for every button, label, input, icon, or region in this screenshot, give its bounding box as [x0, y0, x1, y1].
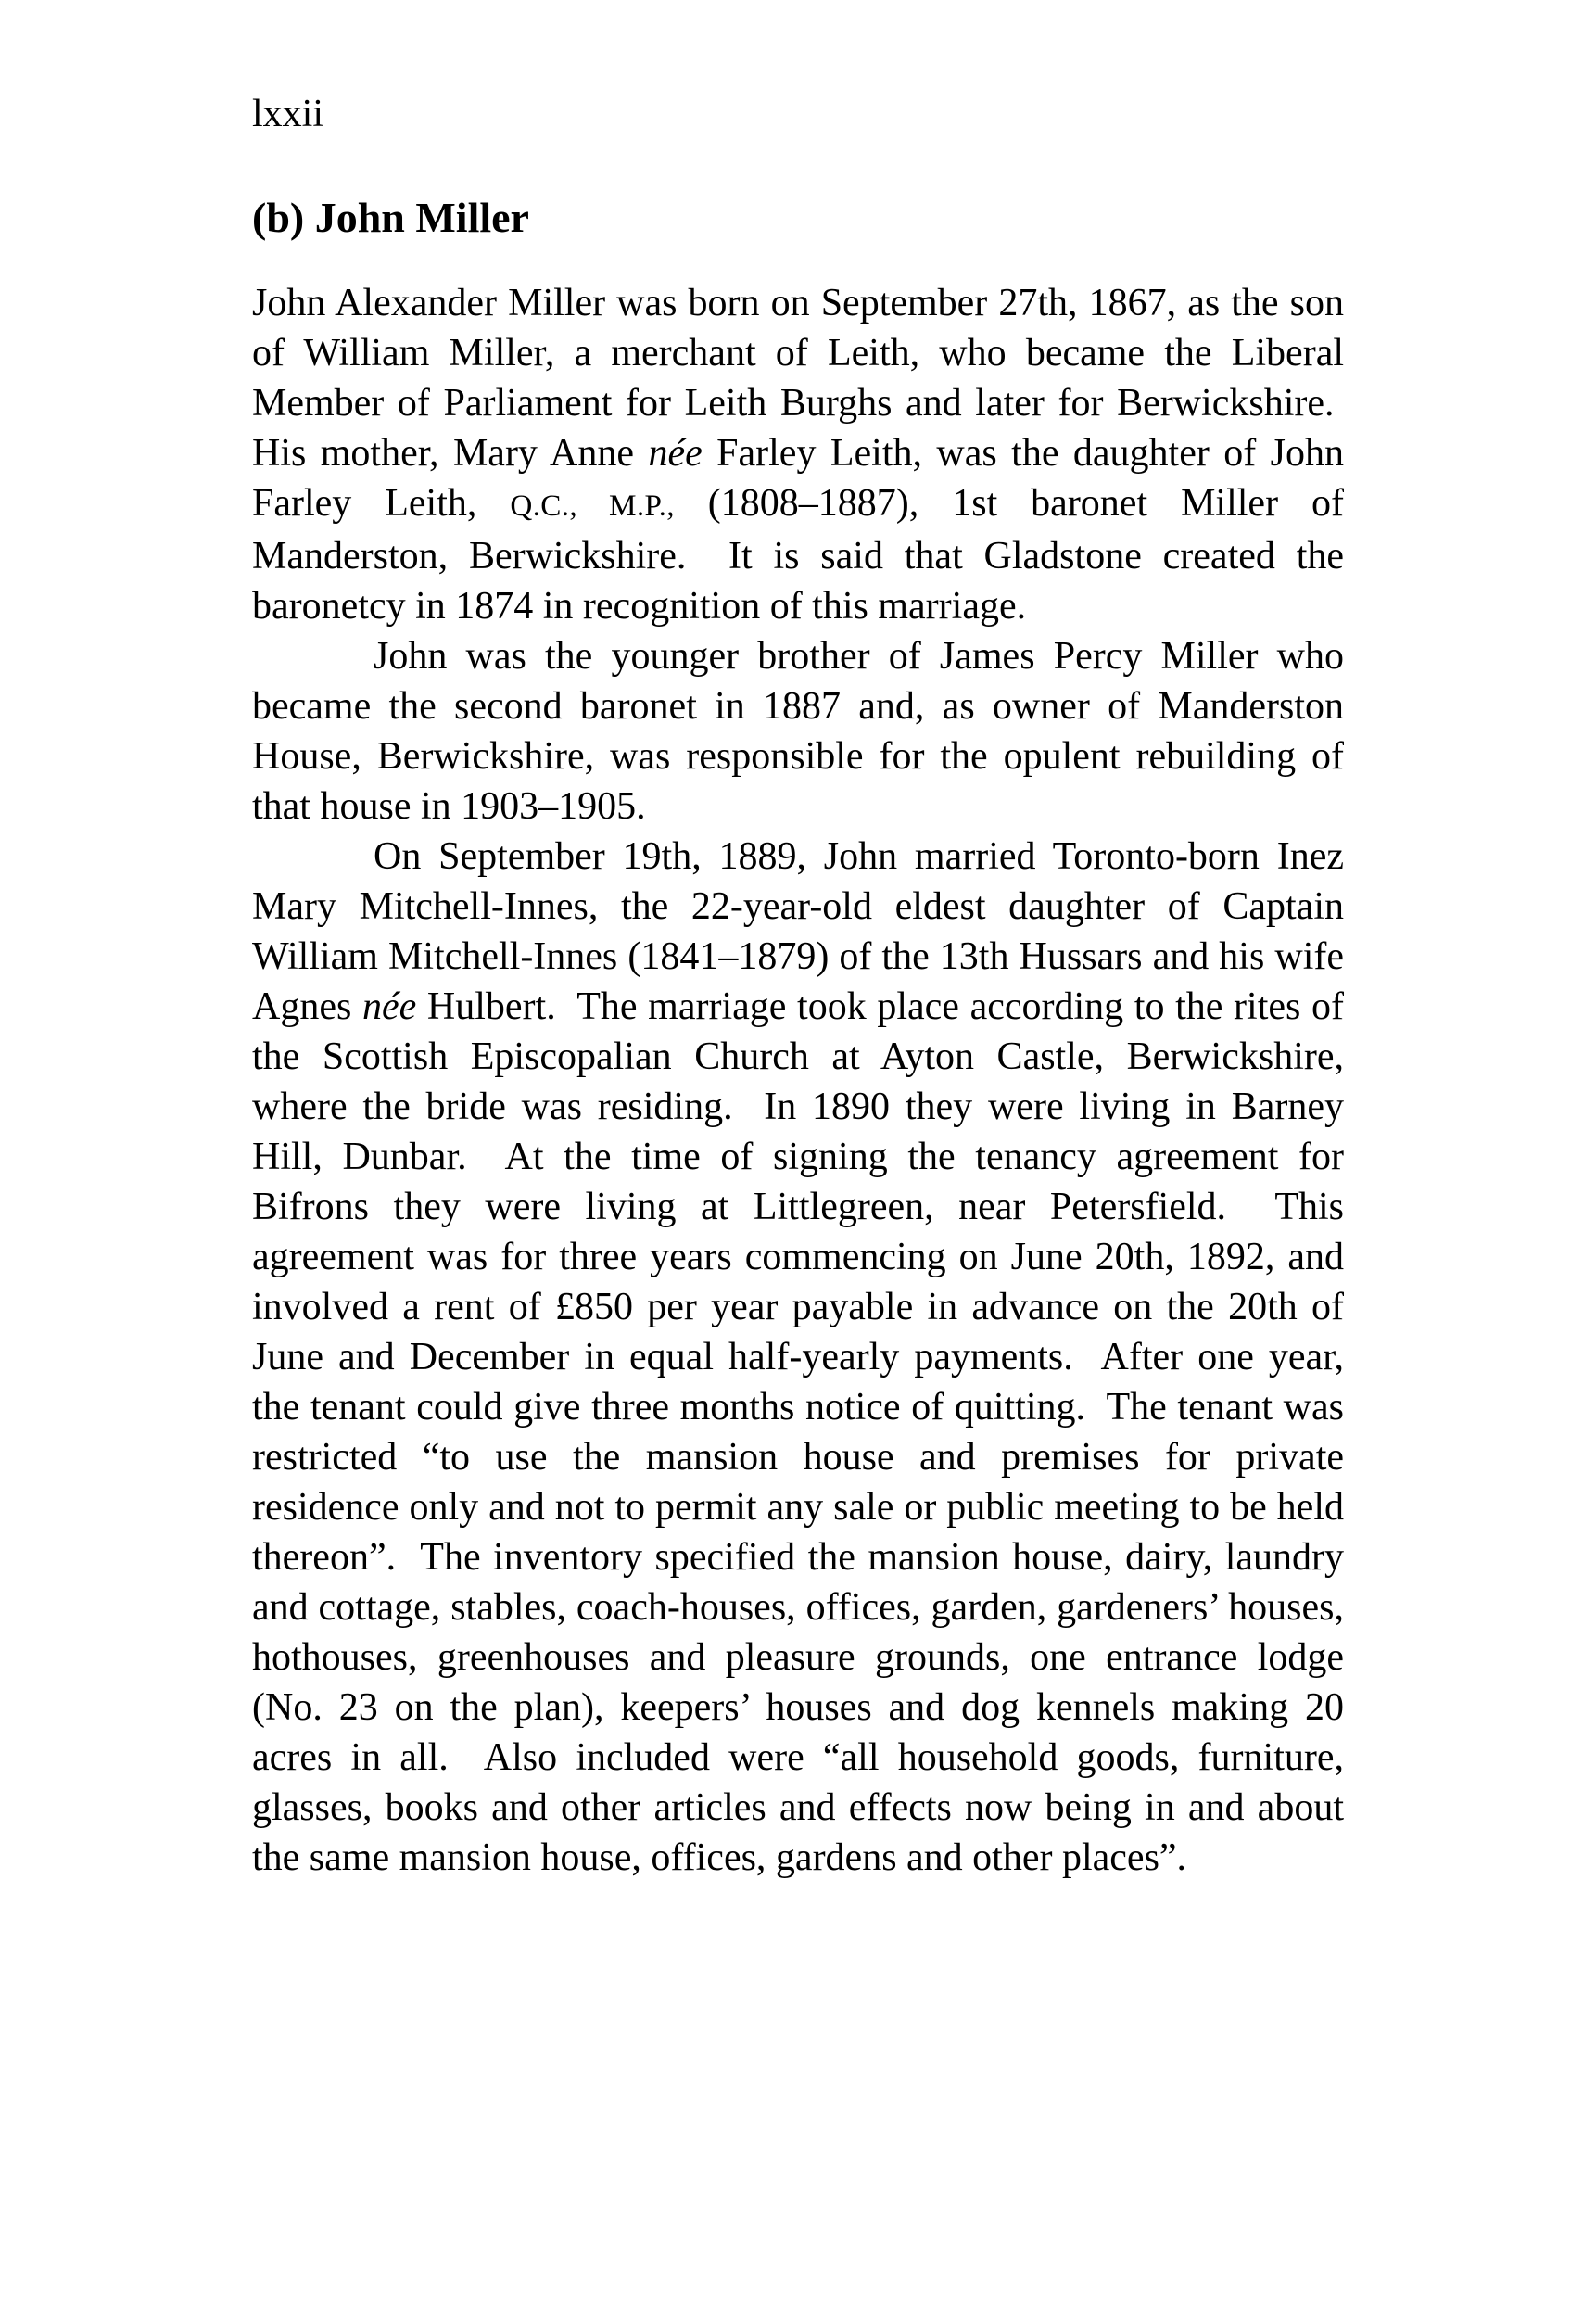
text-run: (1808–1887), 1st baronet Miller of Manderston, Berwickshire. It is said that Gladstone created the baronetcy in 1874 in recognition of this marriage.	[252, 482, 1344, 629]
text-run-italic: née	[361, 985, 417, 1029]
section-heading: (b) John Miller	[252, 194, 529, 241]
text-run-italic: née	[648, 432, 703, 476]
text-run: Farley Leith, was the daughter of John Farley Leith,	[252, 432, 1344, 526]
page-number: lxxii	[252, 93, 324, 135]
body-paragraph	[252, 631, 1344, 832]
text-column	[252, 0, 1344, 1883]
text-run: On September 19th, 1889, John married Toronto-born Inez Mary Mitchell-Innes, the 22-year-old eldest daughter of Captain William Mitchell-Innes (1841–1879) of the 13th Hussars and his wife Agnes	[252, 835, 1344, 1029]
text-run: John was the younger brother of James Percy Miller who became the second baronet in 1887 and, as owner of Manderston House, Berwickshire, was responsible for the opulent rebuilding of that house in 1903–1905.	[252, 635, 1344, 829]
text-run-smallcaps: Q.C., M.P.,	[510, 489, 675, 524]
text-run: Hulbert. The marriage took place according to the rites of the Scottish Episcopalian Church at Ayton Castle, Berwickshire, where the bride was residing. In 1890 they were living in Barney Hill, Dunbar. At the time of signing the tenancy agreement for Bifrons they were living at Littlegreen, near Petersfield. This agreement was for three years commencing on June 20th, 1892, and involved a rent of £850 per year payable in advance on the 20th of June and December in equal half-yearly payments. After one year, the tenant could give three months notice of quitting. The tenant was restricted “to use the mansion house and premises for private residence only and not to permit any sale or public meeting to be held thereon”. The inventory specified the mansion house, dairy, laundry and cottage, stables, coach-houses, offices, garden, gardeners’ houses, hothouses, greenhouses and pleasure grounds, one entrance lodge (No. 23 on the plan), keepers’ houses and dog kennels making 20 acres in all. Also included were “all household goods, furniture, glasses, books and other articles and effects now being in and about the same mansion house, offices, gardens and other places”.	[252, 985, 1344, 1880]
body-paragraph	[252, 832, 1344, 1883]
body-paragraph	[252, 278, 1344, 631]
text-run: John Alexander Miller was born on September 27th, 1867, as the son of William Miller, a merchant of Leith, who became the Liberal Member of Parliament for Leith Burghs and later for Berwickshire. His mother, Mary Anne	[252, 282, 1344, 476]
